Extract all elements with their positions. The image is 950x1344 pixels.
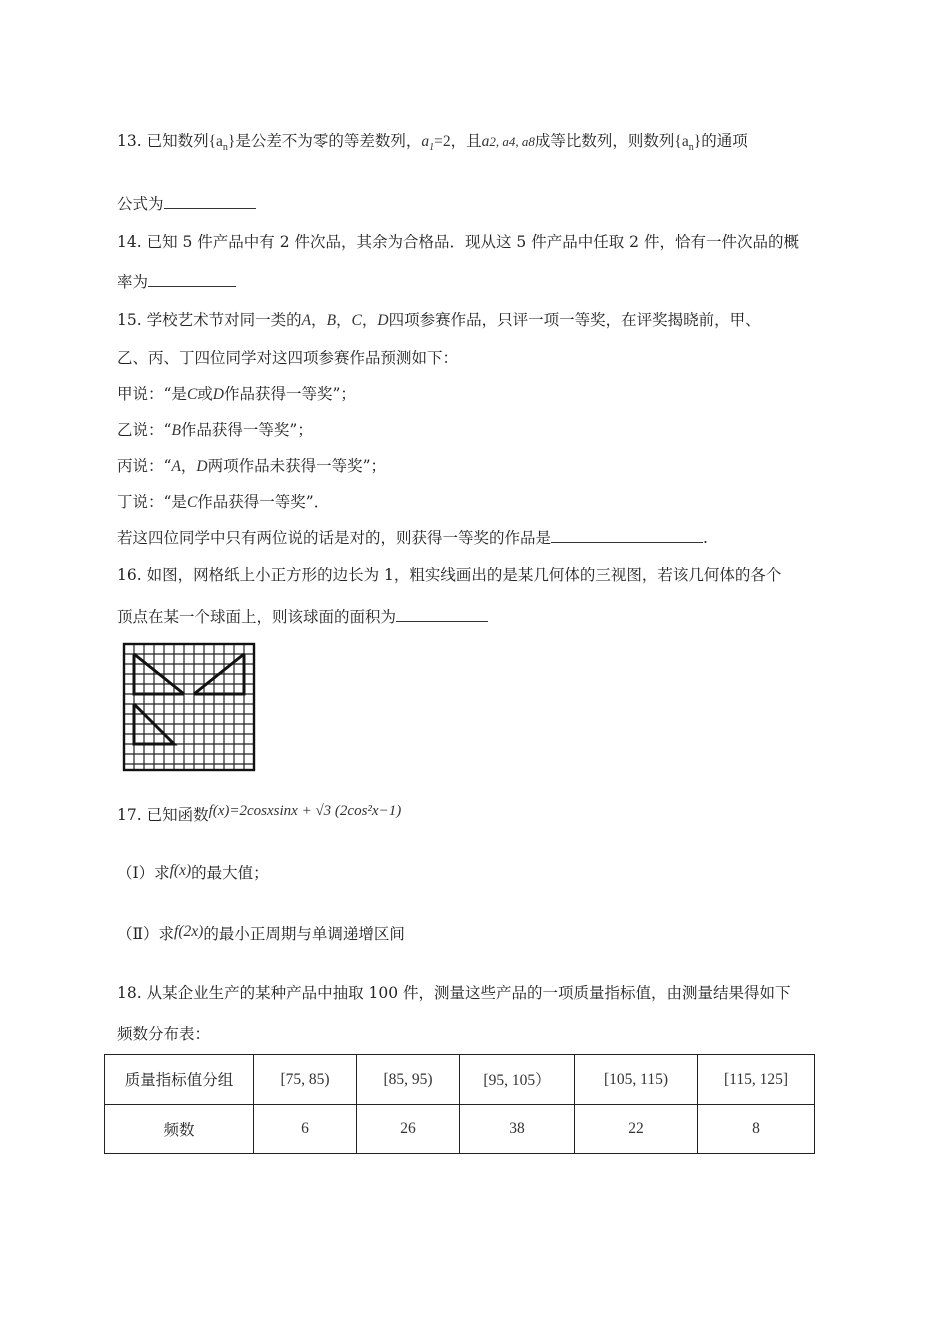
answer-blank-14[interactable] [148, 272, 236, 287]
q17-part1: （Ⅰ）求f(x)的最大值； [117, 862, 269, 882]
q17-part2: （Ⅱ）求f(2x)的最小正周期与单调递增区间 [117, 923, 405, 943]
seq-an-2: $\{a_n\}$ [674, 133, 702, 154]
q14-line1: 14. 已知 5 件产品中有 2 件次品，其余为合格品．现从这 5 件产品中任取 2 件，恰有一件次品的概 [117, 233, 799, 251]
group-cell: [75, 85) [254, 1055, 357, 1105]
answer-blank-16[interactable] [396, 607, 488, 622]
q13-line1: 13. 已知数列$\{a_n\}$是公差不为零的等差数列，$a_1=2$，且a2, a4, a8成等比数列，则数列$\{a_n\}$的通项 [117, 132, 748, 154]
answer-blank-13[interactable] [164, 194, 256, 209]
q15-last: 若这四位同学中只有两位说的话是对的，则获得一等奖的作品是 . [117, 529, 708, 547]
function-formula: f(x)=2cosxsinx + √3 (2cos²x−1) [208, 803, 402, 819]
q15-line1: 15. 学校艺术节对同一类的A，B，C，D四项参赛作品，只评一项一等奖，在评奖揭晓前，甲、 [117, 311, 761, 329]
count-cell: 8 [698, 1104, 815, 1154]
count-cell: 22 [575, 1104, 698, 1154]
q15-yi: 乙说：“B作品获得一等奖”； [117, 421, 313, 439]
q15-ding: 丁说：“是C作品获得一等奖”． [117, 493, 330, 511]
count-cell: 38 [460, 1104, 575, 1154]
group-cell: [85, 95) [357, 1055, 460, 1105]
group-cell: [115, 125] [698, 1055, 815, 1105]
group-cell: [105, 115) [575, 1055, 698, 1105]
answer-blank-15[interactable] [551, 528, 703, 543]
group-cell: [95, 105） [460, 1055, 575, 1105]
a1-term: $a_1$ [421, 133, 435, 154]
table-row-counts [105, 1104, 815, 1154]
table-header-cell: 质量指标值分组 [105, 1055, 254, 1105]
three-view-grid-figure [118, 638, 260, 776]
count-label-cell: 频数 [105, 1104, 254, 1154]
q18-line1: 18. 从某企业生产的某种产品中抽取 100 件，测量这些产品的一项质量指标值，由测量结果得如下 [117, 984, 791, 1002]
q14-line2: 率为 [117, 271, 236, 293]
q16-line2: 顶点在某一个球面上，则该球面的面积为 [117, 606, 488, 628]
seq-an: $\{a_n\}$ [208, 133, 236, 154]
q15-line2: 乙、丙、丁四位同学对这四项参赛作品预测如下： [117, 349, 459, 367]
q16-line1: 16. 如图，网格纸上小正方形的边长为 1，粗实线画出的是某几何体的三视图，若该几何体的各个 [117, 566, 782, 584]
q15-bing: 丙说：“A，D两项作品未获得一等奖”； [117, 457, 387, 475]
count-cell: 26 [357, 1104, 460, 1154]
table-row-groups [105, 1055, 815, 1105]
geometric-terms: a2, a4, a8 [481, 133, 535, 150]
q15-jia: 甲说：“是C或D作品获得一等奖”； [117, 385, 356, 403]
q13-line2: 公式为 [117, 193, 256, 215]
q17-intro: 17. 已知函数f(x)=2cosxsinx + √3 (2cos²x−1) [117, 803, 402, 824]
count-cell: 6 [254, 1104, 357, 1154]
frequency-table [104, 1054, 815, 1154]
q18-line2: 频数分布表： [117, 1025, 211, 1043]
